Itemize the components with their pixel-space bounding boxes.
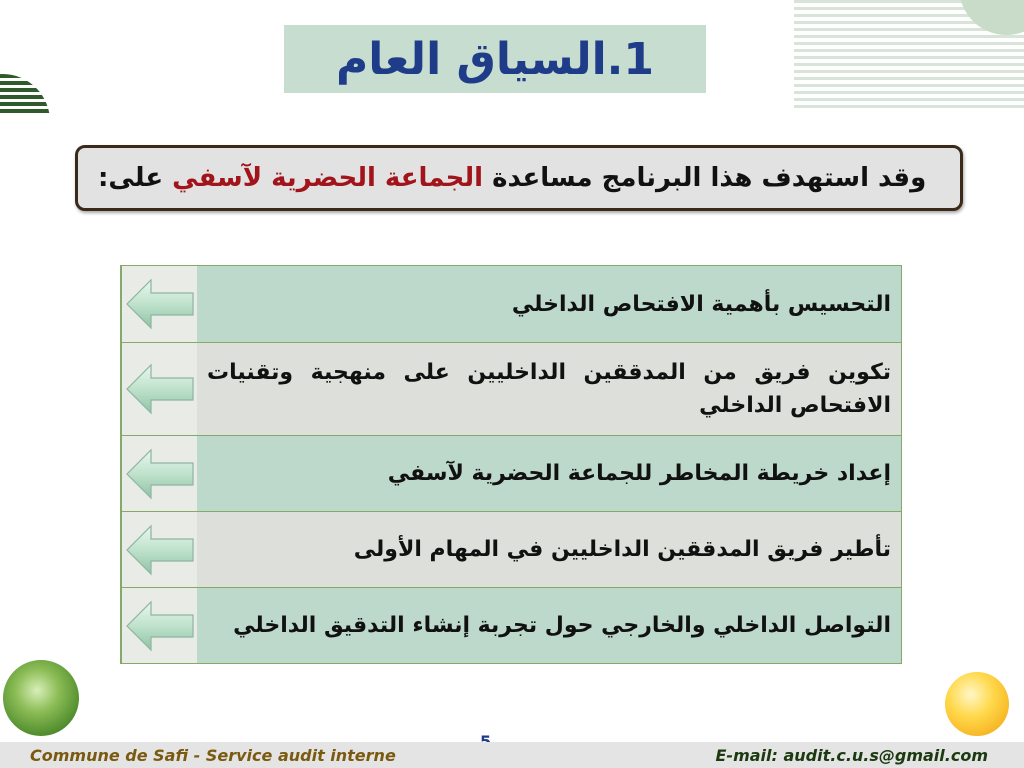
footer bbox=[0, 742, 1024, 768]
list-item: تكوين فريق من المدققين الداخليين على منهجية وتقنيات الافتحاص الداخلي bbox=[197, 343, 901, 435]
footer-email: E-mail: audit.c.u.s@gmail.com bbox=[715, 746, 988, 765]
intro-highlight: الجماعة الحضرية لآسفي bbox=[172, 163, 484, 193]
title-box bbox=[284, 25, 706, 93]
list-item: تأطير فريق المدققين الداخليين في المهام الأولى bbox=[197, 512, 901, 587]
left-arrow-icon bbox=[125, 446, 195, 502]
table-row bbox=[121, 511, 901, 587]
arrow-cell bbox=[121, 512, 197, 587]
intro-after: على: bbox=[98, 163, 173, 193]
yellow-ball-decoration bbox=[945, 672, 1009, 736]
left-arrow-icon bbox=[125, 598, 195, 654]
intro-before: وقد استهدف هذا البرنامج مساعدة bbox=[483, 163, 927, 193]
arrow-cell bbox=[121, 266, 197, 342]
table-row bbox=[121, 342, 901, 435]
list-item: التواصل الداخلي والخارجي حول تجربة إنشاء التدقيق الداخلي bbox=[197, 588, 901, 663]
green-ball-decoration bbox=[3, 660, 79, 736]
table-row bbox=[121, 266, 901, 342]
left-arrow-icon bbox=[125, 276, 195, 332]
arrow-cell bbox=[121, 436, 197, 511]
list-item: التحسيس بأهمية الافتحاص الداخلي bbox=[197, 266, 901, 342]
table-row bbox=[121, 435, 901, 511]
items-table bbox=[120, 265, 902, 664]
top-left-deco bbox=[0, 74, 50, 116]
arrow-cell bbox=[121, 588, 197, 663]
list-item: إعداد خريطة المخاطر للجماعة الحضرية لآسفي bbox=[197, 436, 901, 511]
left-arrow-icon bbox=[125, 361, 195, 417]
table-row bbox=[121, 587, 901, 663]
intro-text bbox=[98, 163, 926, 193]
page-title: 1.السياق العام bbox=[335, 33, 655, 85]
left-arrow-icon bbox=[125, 522, 195, 578]
footer-left: Commune de Safi - Service audit interne bbox=[30, 746, 396, 765]
arrow-cell bbox=[121, 343, 197, 435]
intro-box bbox=[75, 145, 963, 211]
